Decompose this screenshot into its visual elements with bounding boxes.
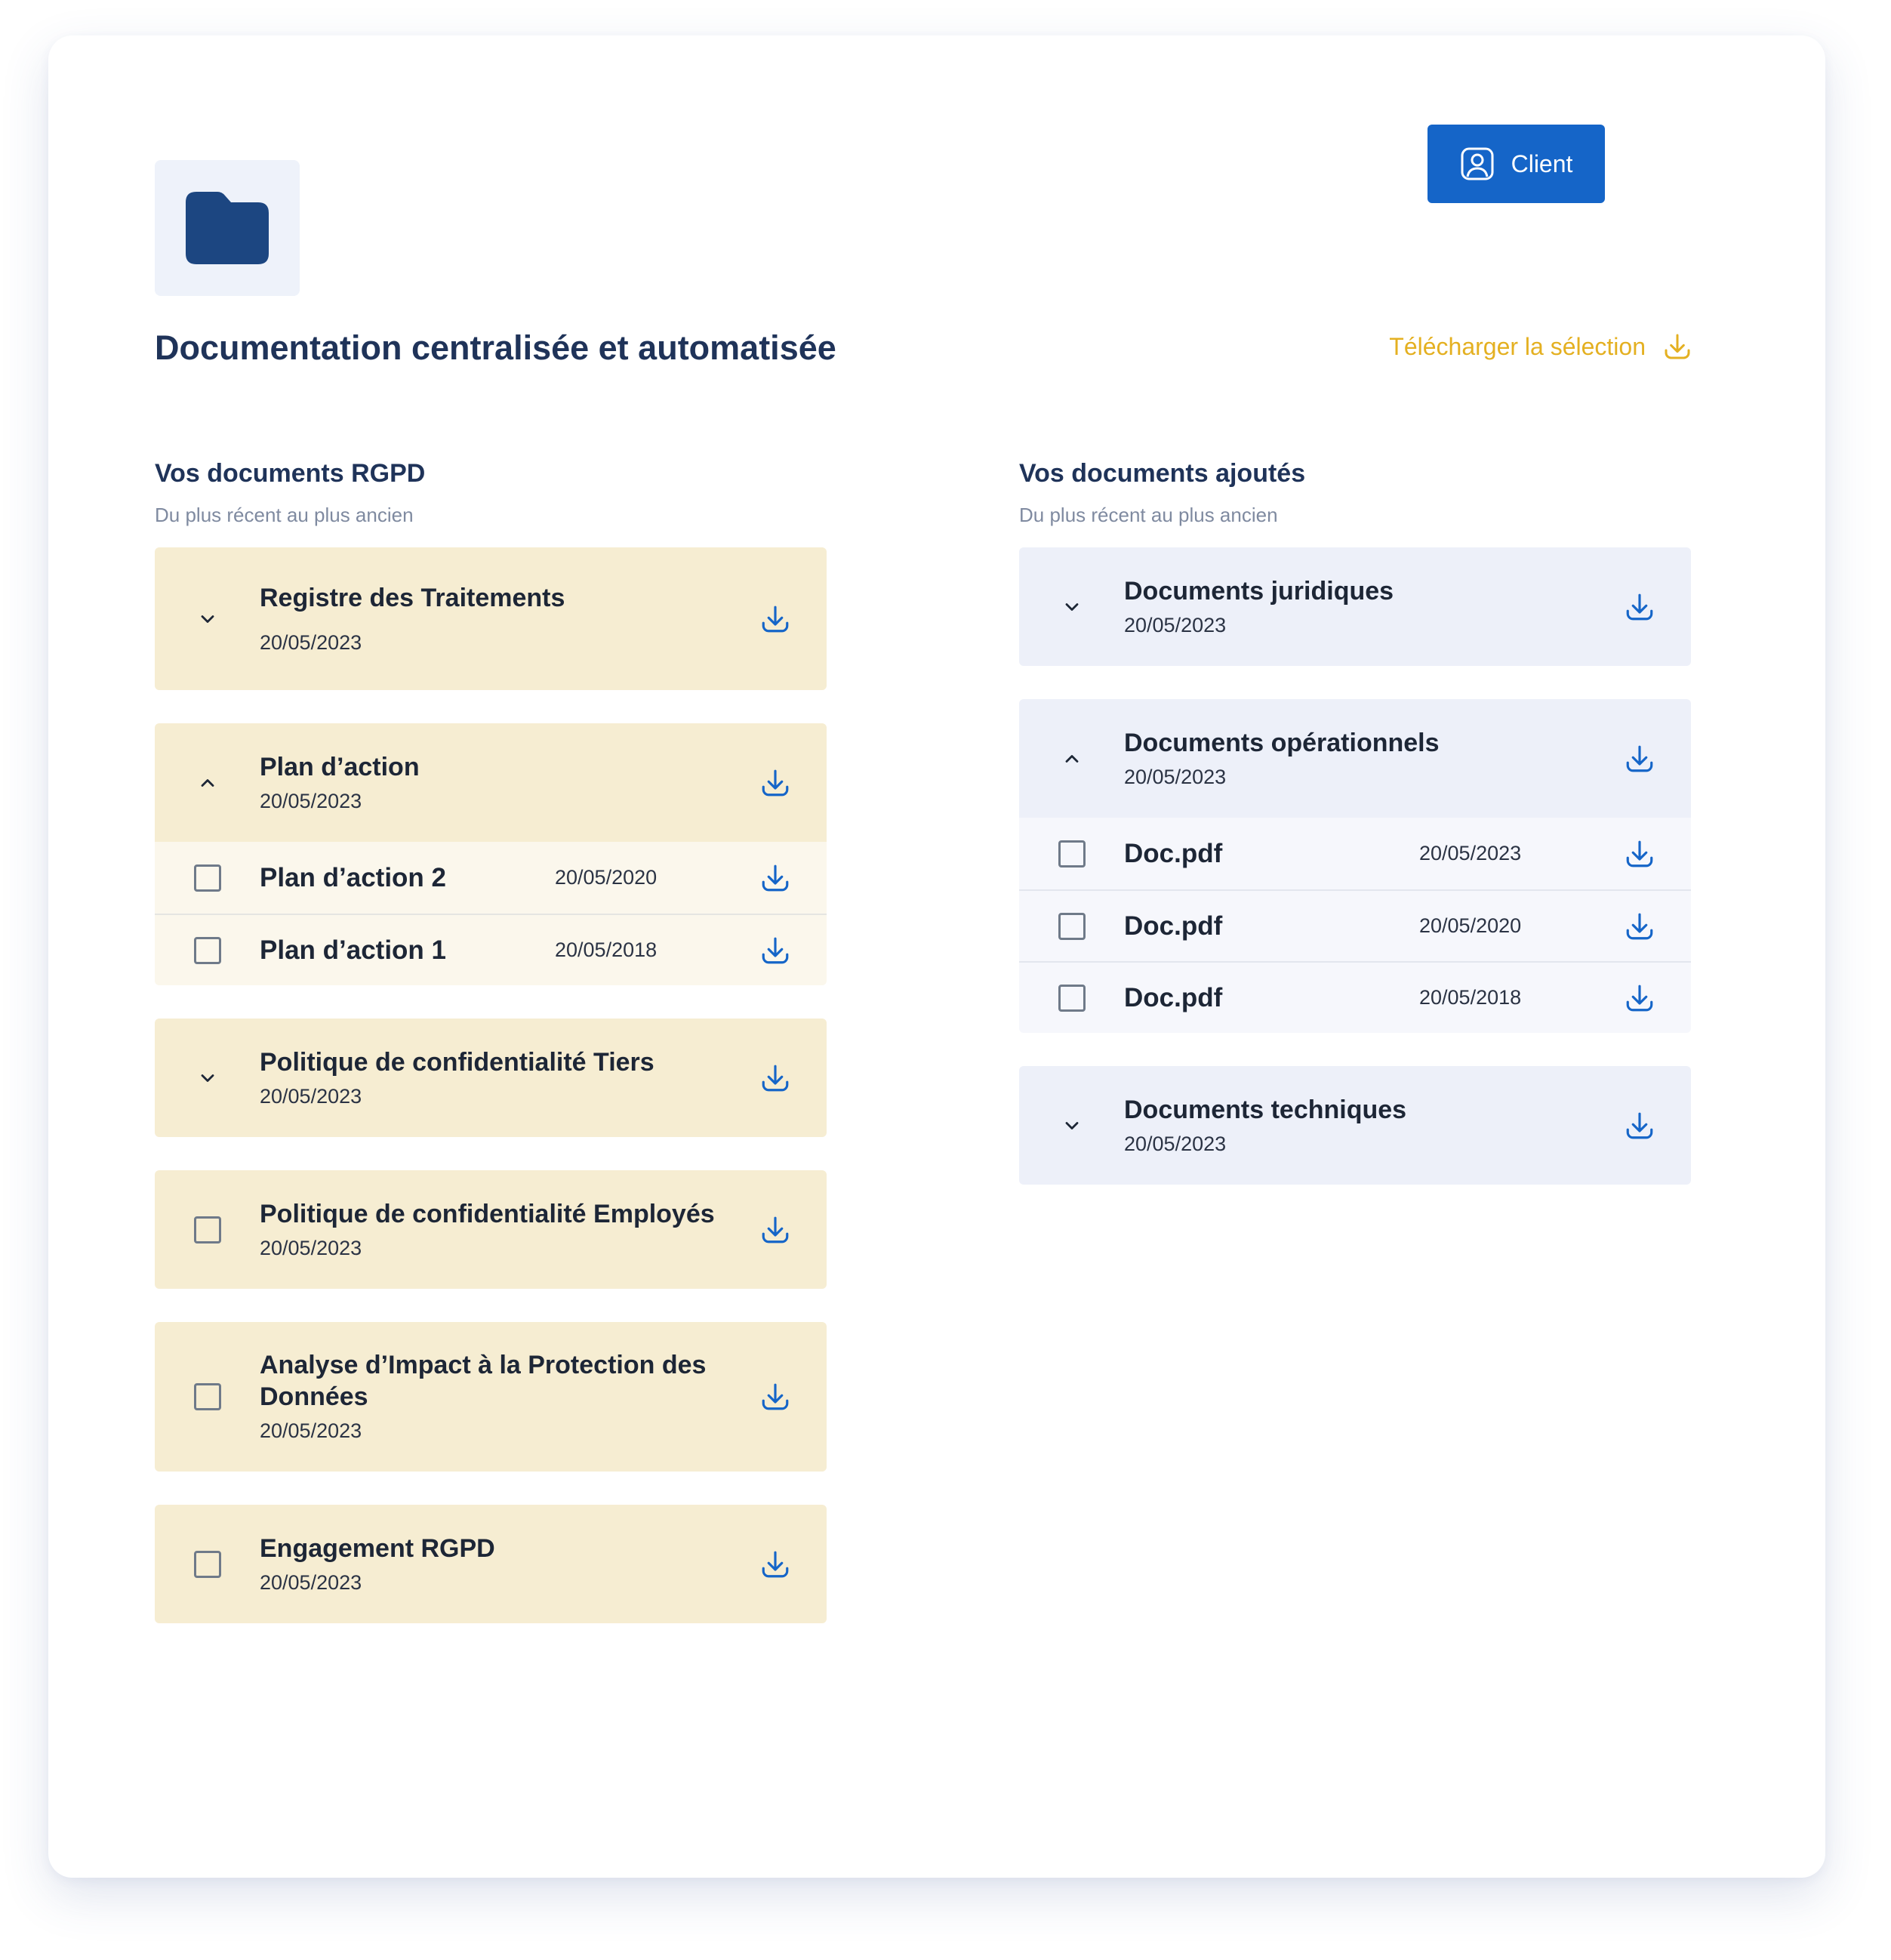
checkbox-box <box>194 1383 221 1410</box>
document-group <box>155 547 827 690</box>
document-group <box>1019 699 1691 1033</box>
download-button[interactable] <box>1623 1109 1656 1142</box>
group-header[interactable] <box>155 1019 827 1137</box>
client-button-label: Client <box>1511 149 1573 177</box>
download-icon <box>759 1062 791 1094</box>
checkbox-box <box>194 1551 221 1578</box>
group-title: Engagement RGPD <box>260 1533 495 1563</box>
document-group <box>155 1170 827 1289</box>
document-group <box>1019 1066 1691 1185</box>
document-row <box>155 914 827 985</box>
document-group <box>155 1505 827 1623</box>
row-checkbox[interactable] <box>194 1216 221 1243</box>
download-button[interactable] <box>759 1380 792 1413</box>
download-icon <box>759 767 791 799</box>
document-date: 20/05/2018 <box>1419 986 1522 1009</box>
group-title <box>260 1349 751 1413</box>
download-button[interactable] <box>1623 982 1656 1015</box>
rgpd-section-subtitle: Du plus récent au plus ancien <box>155 504 414 526</box>
chevron-down-icon <box>197 1068 218 1089</box>
row-checkbox[interactable] <box>1058 913 1086 940</box>
download-icon <box>1624 982 1655 1014</box>
download-selection-link[interactable] <box>1389 331 1692 362</box>
download-button[interactable] <box>1623 742 1656 775</box>
group-title: Documents techniques <box>1124 1095 1407 1124</box>
user-badge-icon <box>1460 146 1495 181</box>
row-checkbox[interactable] <box>194 1551 221 1578</box>
download-icon <box>759 1549 791 1580</box>
group-title: Documents juridiques <box>1124 576 1394 606</box>
document-name: Doc.pdf <box>1124 838 1223 868</box>
download-icon <box>1624 743 1655 775</box>
expand-toggle[interactable] <box>1058 1112 1086 1139</box>
download-button[interactable] <box>759 1213 792 1247</box>
page-title: Documentation centralisée et automatisée <box>155 328 836 367</box>
chevron-up-icon <box>197 772 218 794</box>
download-button[interactable] <box>1623 910 1656 943</box>
download-button[interactable] <box>759 602 792 636</box>
group-header <box>155 1170 827 1289</box>
group-date: 20/05/2023 <box>260 630 362 654</box>
collapse-toggle[interactable] <box>194 769 221 797</box>
group-header[interactable] <box>1019 547 1691 666</box>
document-group <box>155 1322 827 1472</box>
group-date: 20/05/2023 <box>260 1570 362 1594</box>
folder-tile <box>155 160 300 296</box>
added-documents-column <box>1019 455 1691 1218</box>
document-row <box>1019 961 1691 1033</box>
group-header[interactable] <box>1019 1066 1691 1185</box>
document-date: 20/05/2023 <box>1419 842 1522 864</box>
document-date: 20/05/2018 <box>555 938 658 961</box>
chevron-up-icon <box>1061 748 1083 769</box>
download-icon <box>1624 1110 1655 1142</box>
row-checkbox[interactable] <box>194 937 221 964</box>
group-header[interactable] <box>155 547 827 690</box>
document-row <box>1019 889 1691 961</box>
checkbox-box <box>1058 985 1086 1012</box>
download-icon <box>759 862 791 894</box>
group-header <box>155 1505 827 1623</box>
rgpd-documents-column <box>155 455 827 1656</box>
document-name: Doc.pdf <box>1124 982 1223 1012</box>
download-icon <box>1624 591 1655 623</box>
group-date: 20/05/2023 <box>260 1236 362 1259</box>
download-icon <box>1624 911 1655 942</box>
checkbox-box <box>194 1216 221 1243</box>
document-date: 20/05/2020 <box>1419 914 1522 937</box>
row-checkbox[interactable] <box>194 864 221 892</box>
row-checkbox[interactable] <box>194 1383 221 1410</box>
added-section-subtitle: Du plus récent au plus ancien <box>1019 504 1278 526</box>
group-title: Documents opérationnels <box>1124 728 1440 757</box>
group-title-line: Données <box>260 1382 368 1411</box>
document-name: Plan d’action 1 <box>260 935 446 965</box>
download-icon <box>759 1381 791 1413</box>
group-date: 20/05/2023 <box>1124 613 1227 636</box>
chevron-down-icon <box>197 609 218 630</box>
download-button[interactable] <box>759 861 792 895</box>
download-button[interactable] <box>759 934 792 967</box>
rgpd-section-title: Vos documents RGPD <box>155 459 426 488</box>
added-document-list <box>1019 547 1691 1185</box>
expand-toggle[interactable] <box>194 1065 221 1092</box>
document-group <box>155 723 827 985</box>
expand-toggle[interactable] <box>1058 593 1086 621</box>
document-date: 20/05/2020 <box>555 866 658 889</box>
download-selection-label: Télécharger la sélection <box>1389 332 1646 360</box>
added-section-title: Vos documents ajoutés <box>1019 459 1306 488</box>
download-button[interactable] <box>759 766 792 800</box>
group-title-line: Analyse d’Impact à la Protection des <box>260 1351 707 1379</box>
document-name: Doc.pdf <box>1124 911 1223 941</box>
chevron-down-icon <box>1061 596 1083 618</box>
chevron-down-icon <box>1061 1115 1083 1136</box>
group-date: 20/05/2023 <box>1124 1132 1227 1155</box>
download-icon <box>759 603 791 635</box>
download-button[interactable] <box>1623 590 1656 624</box>
checkbox-box <box>1058 913 1086 940</box>
download-button[interactable] <box>759 1062 792 1095</box>
download-icon <box>759 1214 791 1246</box>
document-row <box>155 842 827 914</box>
client-button[interactable] <box>1427 125 1605 203</box>
group-title: Plan d’action <box>260 752 420 781</box>
checkbox-box <box>1058 840 1086 868</box>
document-name: Plan d’action 2 <box>260 862 446 892</box>
download-button[interactable] <box>759 1548 792 1581</box>
document-group <box>155 1019 827 1137</box>
group-date: 20/05/2023 <box>260 1084 362 1108</box>
row-checkbox[interactable] <box>1058 985 1086 1012</box>
folder-icon <box>186 192 269 264</box>
expand-toggle[interactable] <box>194 606 221 633</box>
document-group <box>1019 547 1691 666</box>
download-button[interactable] <box>1623 837 1656 871</box>
group-title: Politique de confidentialité Employés <box>260 1199 715 1228</box>
collapse-toggle[interactable] <box>1058 745 1086 772</box>
group-date: 20/05/2023 <box>260 1419 362 1442</box>
group-title: Politique de confidentialité Tiers <box>260 1047 654 1077</box>
download-icon <box>1624 838 1655 870</box>
group-title: Registre des Traitements <box>260 583 565 612</box>
checkbox-box <box>194 864 221 892</box>
rgpd-document-list <box>155 547 827 1623</box>
group-header[interactable] <box>155 723 827 842</box>
row-checkbox[interactable] <box>1058 840 1086 868</box>
group-date: 20/05/2023 <box>1124 765 1227 788</box>
group-date: 20/05/2023 <box>260 789 362 812</box>
download-icon <box>1662 331 1692 362</box>
document-row <box>1019 818 1691 889</box>
download-icon <box>759 935 791 966</box>
group-header <box>155 1322 827 1472</box>
checkbox-box <box>194 937 221 964</box>
document-panel <box>48 35 1825 1878</box>
group-header[interactable] <box>1019 699 1691 818</box>
